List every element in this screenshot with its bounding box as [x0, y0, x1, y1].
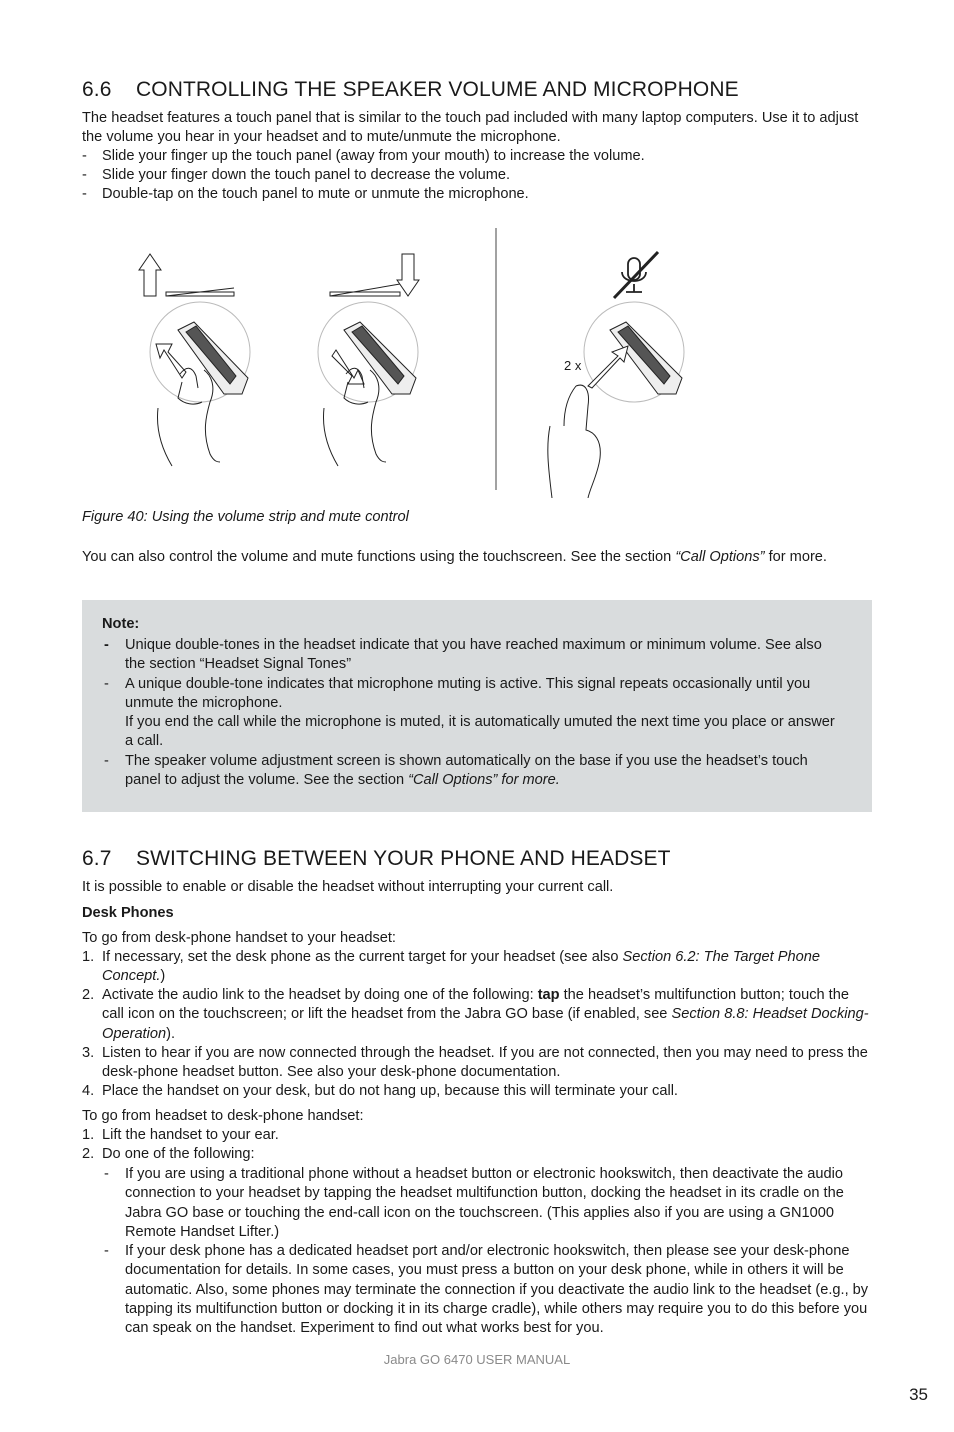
volume-up-panel	[139, 254, 250, 466]
hand-shape	[158, 368, 220, 466]
touchscreen-paragraph: You can also control the volume and mute functions using the touchscreen. See the section “Call Options” for more.	[82, 549, 827, 565]
note-box: Note: - Unique double-tones in the headset indicate that you have reached maximum or minimum volume. See also the section “Headset Signal Tones” - A unique double-tone indicates that microphone muting is active. This signal repeats occasionally until you unmute the microphone. If you end the call while the microphone is muted, it is automatically umuted the next time you place or answer a call. - The speaker volume adjustment screen is shown automatically on the base if you use the headset’s touch panel to adjust the volume. See the section “Call Options” for more.	[82, 600, 872, 812]
section-title: CONTROLLING THE SPEAKER VOLUME AND MICROPHONE	[136, 78, 739, 101]
up-arrow-icon	[139, 254, 161, 296]
note-title: Note:	[102, 616, 140, 632]
to-handset-lead: To go from headset to desk-phone handset:	[82, 1108, 364, 1124]
microphone-muted-icon	[614, 252, 658, 298]
tap-arrow-icon	[588, 346, 628, 388]
call-options-ref: “Call Options”	[675, 549, 765, 565]
down-arrow-icon	[397, 254, 419, 296]
swipe-arrow-down-icon	[332, 350, 364, 384]
volume-down-panel	[318, 254, 419, 466]
intro-paragraph: The headset features a touch panel that is similar to the touch pad included with many laptop computers. Use it to adjust the volume you hear in your headset and to mute/unmute the microphone.	[82, 110, 859, 146]
section-title: SWITCHING BETWEEN YOUR PHONE AND HEADSET	[136, 847, 671, 870]
to-headset-lead: To go from desk-phone handset to your headset:	[82, 930, 396, 946]
section-number: 6.6	[82, 78, 112, 101]
mute-panel	[548, 252, 684, 498]
section-6-7-heading	[82, 847, 671, 871]
hand-shape	[548, 385, 600, 498]
volume-mute-illustration	[120, 226, 720, 498]
intro-paragraph: It is possible to enable or disable the headset without interrupting your current call.	[82, 879, 614, 895]
section-number: 6.7	[82, 847, 112, 870]
footer-text: Jabra GO 6470 USER MANUAL	[383, 1352, 571, 1367]
desk-phones-heading: Desk Phones	[82, 905, 174, 921]
volume-ramp-icon	[330, 284, 400, 296]
page-number: 35	[909, 1385, 928, 1404]
figure-caption: Figure 40: Using the volume strip and mute control	[82, 509, 409, 525]
section-6-6-heading	[82, 78, 739, 102]
tap-count-label: 2 x	[564, 358, 582, 373]
volume-ramp-icon	[166, 288, 234, 296]
